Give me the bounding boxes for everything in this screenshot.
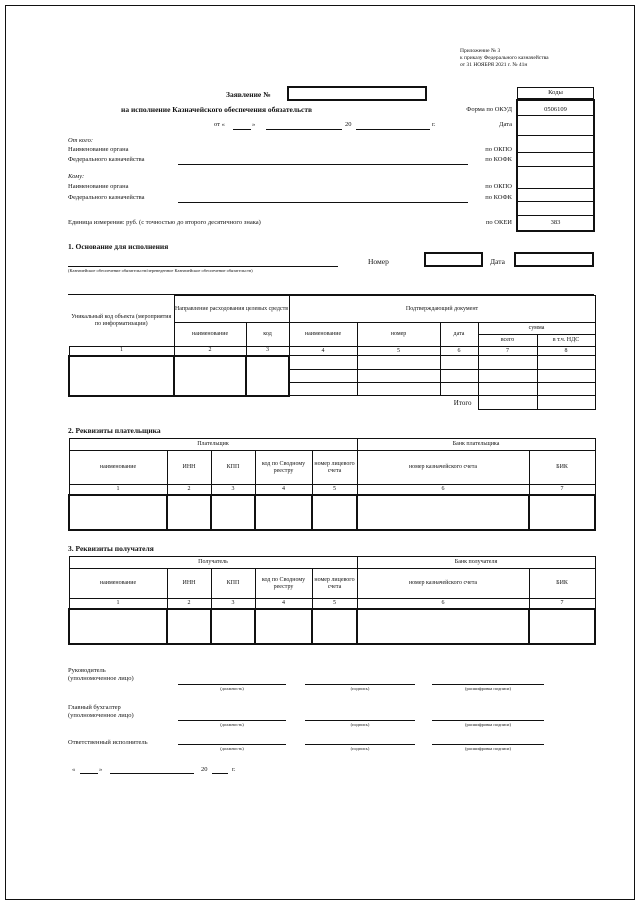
codes-title: Коды	[548, 89, 563, 96]
to-kofk-label: по КОФК	[485, 194, 512, 201]
codes-divider	[517, 188, 594, 189]
executor-position-line[interactable]	[178, 744, 286, 745]
sign-year-prefix: 20	[201, 766, 208, 773]
hdr-account-number: номер лицевого счета	[312, 451, 357, 485]
total-label: Итого	[453, 398, 472, 407]
cell-doc-date[interactable]	[440, 370, 478, 383]
executor-signature-line[interactable]	[305, 744, 415, 745]
section1-date-label: Дата	[490, 257, 505, 266]
cell-doc-name[interactable]	[289, 370, 357, 383]
hdr-doc-date: дата	[440, 323, 478, 347]
basis-caption: (Казначейское обеспечение обязательств/переведенное Казначейское обеспечение обязательств)	[68, 268, 253, 273]
sign-date-month-line[interactable]	[110, 773, 194, 774]
total-label-cell	[69, 396, 478, 410]
cell-doc-number[interactable]	[357, 383, 440, 396]
col-number: 7	[529, 485, 595, 495]
from-treasury-label: Федерального казначейства	[68, 156, 145, 163]
hdr-doc-name: наименование	[289, 323, 357, 347]
payer-bik-cell[interactable]	[529, 495, 595, 530]
basis-line	[68, 266, 338, 267]
codes-divider	[517, 152, 594, 153]
application-number-field[interactable]	[287, 86, 427, 101]
col-number: 8	[537, 347, 595, 356]
executor-decoding-caption: (расшифровка подписи)	[465, 746, 511, 751]
hdr-bik: БИК	[529, 451, 595, 485]
head-decoding-line[interactable]	[432, 684, 544, 685]
codes-divider	[517, 135, 594, 136]
from-okpo-label: по ОКПО	[485, 146, 512, 153]
head-signature-caption: (подпись)	[350, 686, 370, 691]
okud-label: Форма по ОКУД	[466, 106, 512, 113]
recipient-inn-cell[interactable]	[167, 609, 211, 644]
payer-name-cell[interactable]	[69, 495, 167, 530]
head-signature-line[interactable]	[305, 684, 415, 685]
appendix-line2: к приказу Федерального казначейства	[460, 55, 549, 61]
col-number: 3	[246, 347, 289, 356]
recipient-kpp-cell[interactable]	[211, 609, 255, 644]
head-decoding-caption: (расшифровка подписи)	[465, 686, 511, 691]
col-number: 7	[529, 599, 595, 609]
col-number: 5	[357, 347, 440, 356]
sign-year-line[interactable]	[212, 773, 228, 774]
col-number: 1	[69, 485, 167, 495]
section1-title: 1. Основание для исполнения	[68, 242, 169, 251]
col-number: 2	[174, 347, 246, 356]
accountant-position-caption: (должность)	[220, 722, 244, 727]
hdr-account-number: номер лицевого счета	[312, 569, 357, 599]
page-subtitle: на исполнение Казначейского обеспечения обязательств	[121, 105, 313, 114]
date-year-prefix: 20	[345, 121, 352, 128]
payer-group: Плательщик	[69, 439, 357, 451]
section3-title: 3. Реквизиты получателя	[68, 544, 154, 553]
hdr-inn: ИНН	[167, 569, 211, 599]
col-number: 1	[69, 347, 174, 356]
recipient-group: Получатель	[69, 557, 357, 569]
col-number: 1	[69, 599, 167, 609]
to-okpo-label: по ОКПО	[485, 183, 512, 190]
codes-divider	[517, 166, 594, 167]
hdr-name: наименование	[69, 451, 167, 485]
cell-direction-name[interactable]	[174, 356, 246, 396]
col-number: 3	[211, 599, 255, 609]
executor-signature-caption: (подпись)	[350, 746, 370, 751]
head-position-caption: (должность)	[220, 686, 244, 691]
cell-doc-date[interactable]	[440, 356, 478, 370]
okei-label: по ОКЕИ	[485, 219, 512, 226]
to-caption: Кому:	[68, 173, 85, 180]
date-quote-close: »	[252, 121, 256, 128]
accountant-line1: Главный бухгалтер	[68, 704, 121, 711]
hdr-kpp: КПП	[211, 451, 255, 485]
cell-doc-number[interactable]	[357, 370, 440, 383]
payer-table	[68, 438, 596, 531]
head-line2: (уполномоченное лицо)	[68, 675, 134, 682]
payer-registry-cell[interactable]	[255, 495, 312, 530]
hdr-direction-code: код	[246, 323, 289, 347]
hdr-sum-vat: в т.ч. НДС	[537, 335, 595, 347]
from-org-label: Наименование органа	[68, 146, 129, 153]
section1-date-field[interactable]	[514, 252, 594, 267]
number-label: Номер	[368, 257, 389, 266]
hdr-object-code: Уникальный код объекта (мероприятия по информатизации)	[69, 296, 174, 347]
col-number: 2	[167, 599, 211, 609]
cell-sum-vat[interactable]	[537, 356, 595, 370]
col-number: 6	[357, 599, 529, 609]
hdr-direction: Направление расходования целевых средств	[174, 296, 289, 323]
col-number: 4	[255, 485, 312, 495]
hdr-inn: ИНН	[167, 451, 211, 485]
cell-total-sum[interactable]	[478, 396, 537, 410]
cell-doc-name[interactable]	[289, 383, 357, 396]
hdr-bik: БИК	[529, 569, 595, 599]
payer-bank-group: Банк плательщика	[357, 439, 595, 451]
cell-sum-total[interactable]	[478, 383, 537, 396]
hdr-direction-name: наименование	[174, 323, 246, 347]
sign-date-close: »	[99, 766, 103, 773]
accountant-decoding-line[interactable]	[432, 720, 544, 721]
date-month-line	[266, 129, 342, 130]
hdr-name: наименование	[69, 569, 167, 599]
to-org-label: Наименование органа	[68, 183, 129, 190]
payer-kpp-cell[interactable]	[211, 495, 255, 530]
col-number: 5	[312, 485, 357, 495]
accountant-label	[68, 704, 134, 720]
hdr-sum-total: всего	[478, 335, 537, 347]
executor-decoding-line[interactable]	[432, 744, 544, 745]
date-code-label: Дата	[499, 121, 512, 128]
hdr-confirm-doc: Подтверждающий документ	[289, 296, 595, 323]
hdr-registry-code: код по Сводному реестру	[255, 451, 312, 485]
okud-value: 0506109	[544, 106, 567, 113]
number-field[interactable]	[424, 252, 483, 267]
date-day-line	[233, 129, 251, 130]
cell-sum-vat[interactable]	[537, 370, 595, 383]
recipient-bank-group: Банк получателя	[357, 557, 595, 569]
codes-divider	[517, 215, 594, 216]
to-treasury-label: Федерального казначейства	[68, 194, 145, 201]
appendix-line3: от 31 НОЯБРЯ 2021 г. № 41н	[460, 62, 528, 68]
cell-direction-code[interactable]	[246, 356, 289, 396]
recipient-treasury-cell[interactable]	[357, 609, 529, 644]
recipient-name-cell[interactable]	[69, 609, 167, 644]
hdr-treasury-account: номер казначейского счета	[357, 451, 529, 485]
cell-total-vat[interactable]	[537, 396, 595, 410]
sign-year-suffix: г.	[232, 766, 236, 773]
accountant-position-line[interactable]	[178, 720, 286, 721]
head-line1: Руководитель	[68, 667, 106, 674]
accountant-signature-line[interactable]	[305, 720, 415, 721]
from-caption: От кого:	[68, 137, 94, 144]
from-treasury-line	[178, 164, 468, 165]
cell-sum-total[interactable]	[478, 370, 537, 383]
date-from-label: от «	[214, 121, 225, 128]
col-number: 6	[357, 485, 529, 495]
recipient-account-cell[interactable]	[312, 609, 357, 644]
payer-account-cell[interactable]	[312, 495, 357, 530]
accountant-signature-caption: (подпись)	[350, 722, 370, 727]
date-year-line	[356, 129, 430, 130]
sign-date-day-line[interactable]	[80, 773, 98, 774]
cell-doc-number[interactable]	[357, 356, 440, 370]
col-number: 7	[478, 347, 537, 356]
executor-label: Ответственный исполнитель	[68, 739, 148, 746]
payer-inn-cell[interactable]	[167, 495, 211, 530]
appendix-block	[460, 48, 610, 69]
cell-sum-total[interactable]	[478, 356, 537, 370]
payer-treasury-cell[interactable]	[357, 495, 529, 530]
col-number: 2	[167, 485, 211, 495]
recipient-table	[68, 556, 596, 645]
hdr-registry-code: код по Сводному реестру	[255, 569, 312, 599]
cell-object-code[interactable]	[69, 356, 174, 396]
head-label	[68, 667, 134, 683]
appendix-line1: Приложение № 3	[460, 48, 501, 54]
unit-label: Единица измерения: руб. (с точностью до второго десятичного знака)	[68, 219, 261, 226]
col-number: 3	[211, 485, 255, 495]
codes-header	[517, 87, 594, 99]
hdr-kpp: КПП	[211, 569, 255, 599]
cell-sum-vat[interactable]	[537, 383, 595, 396]
codes-divider	[517, 201, 594, 202]
cell-doc-date[interactable]	[440, 383, 478, 396]
recipient-bik-cell[interactable]	[529, 609, 595, 644]
col-number: 5	[312, 599, 357, 609]
sign-date-open: «	[72, 766, 76, 773]
hdr-sum: сумма	[478, 323, 595, 335]
to-treasury-line	[178, 202, 468, 203]
hdr-doc-number: номер	[357, 323, 440, 347]
accountant-decoding-caption: (расшифровка подписи)	[465, 722, 511, 727]
codes-divider	[517, 115, 594, 116]
basis-table	[68, 295, 596, 410]
cell-doc-name[interactable]	[289, 356, 357, 370]
hdr-treasury-account: номер казначейского счета	[357, 569, 529, 599]
recipient-registry-cell[interactable]	[255, 609, 312, 644]
date-year-suffix: г.	[432, 121, 436, 128]
from-kofk-label: по КОФК	[485, 156, 512, 163]
okei-value: 383	[550, 219, 561, 226]
col-number: 4	[289, 347, 357, 356]
accountant-line2: (уполномоченное лицо)	[68, 712, 134, 719]
col-number: 6	[440, 347, 478, 356]
executor-position-caption: (должность)	[220, 746, 244, 751]
col-number: 4	[255, 599, 312, 609]
head-position-line[interactable]	[178, 684, 286, 685]
page-title: Заявление №	[226, 90, 271, 99]
section2-title: 2. Реквизиты плательщика	[68, 426, 161, 435]
